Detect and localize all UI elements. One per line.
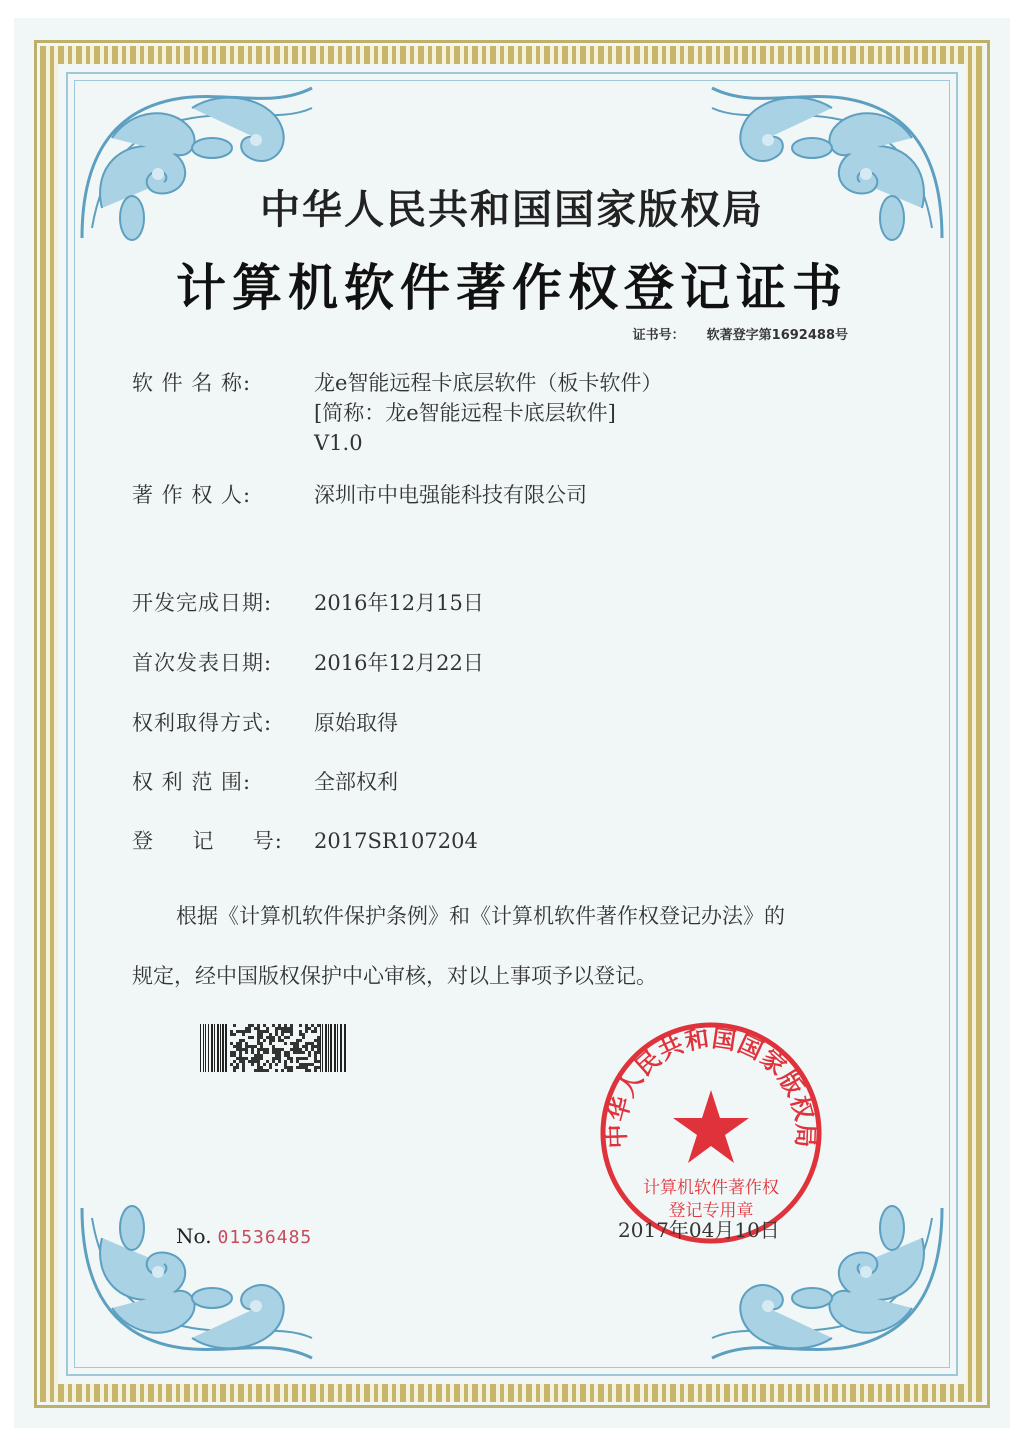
serial-number: [176, 1224, 312, 1248]
seal-ring-text: 中华人民共和国国家版权局: [602, 1024, 820, 1149]
reg-no-label: 登 记 号:: [132, 829, 283, 853]
software-name-line: 龙e智能远程卡底层软件（板卡软件）: [314, 371, 663, 395]
software-name-value: [314, 368, 662, 458]
acquire-label: 权利取得方式:: [132, 711, 273, 735]
software-name-row: [132, 368, 662, 458]
software-version-line: V1.0: [314, 431, 363, 455]
certificate-title: 计算机软件著作权登记证书: [176, 258, 848, 317]
acquire-row: [132, 708, 398, 738]
certificate-number-label: 证书号：: [632, 328, 685, 343]
acquire-value: 原始取得: [314, 711, 398, 735]
pub-date-label: 首次发表日期:: [132, 651, 273, 675]
statement-line-2: 规定，经中国版权保护中心审核，对以上事项予以登记。: [132, 964, 657, 988]
owner-value: 深圳市中电强能科技有限公司: [314, 483, 587, 507]
pub-date-row: [132, 648, 484, 678]
barcode: [200, 1024, 346, 1072]
owner-label: 著 作 权 人:: [132, 483, 252, 507]
software-short-name-line: [简称：龙e智能远程卡底层软件]: [314, 401, 616, 425]
owner-row: [132, 480, 587, 510]
dev-date-label: 开发完成日期:: [132, 591, 273, 615]
reg-no-value: 2017SR107204: [314, 829, 478, 853]
pub-date-value: 2016年12月22日: [314, 651, 484, 675]
scope-row: [132, 767, 398, 797]
seal-line-2: 登记专用章: [668, 1201, 754, 1221]
certificate-number-value: 软著登字第1692488号: [706, 328, 848, 343]
certificate-number: [633, 324, 848, 343]
dev-date-row: [132, 588, 484, 618]
issuer-title: 中华人民共和国国家版权局: [260, 187, 764, 233]
seal-line-1: 计算机软件著作权: [643, 1178, 779, 1198]
issue-date: 2017年04月10日: [618, 1218, 780, 1242]
reg-no-row: [132, 826, 478, 856]
statement-line-1: 根据《计算机软件保护条例》和《计算机软件著作权登记办法》的: [176, 904, 785, 928]
scope-value: 全部权利: [314, 770, 398, 794]
seal-star-icon: [673, 1090, 749, 1163]
software-name-label: 软 件 名 称:: [132, 371, 252, 395]
serial-number-label: No.: [176, 1224, 212, 1248]
dev-date-value: 2016年12月15日: [314, 591, 484, 615]
serial-number-value: 01536485: [217, 1227, 313, 1248]
scope-label: 权 利 范 围:: [132, 770, 252, 794]
